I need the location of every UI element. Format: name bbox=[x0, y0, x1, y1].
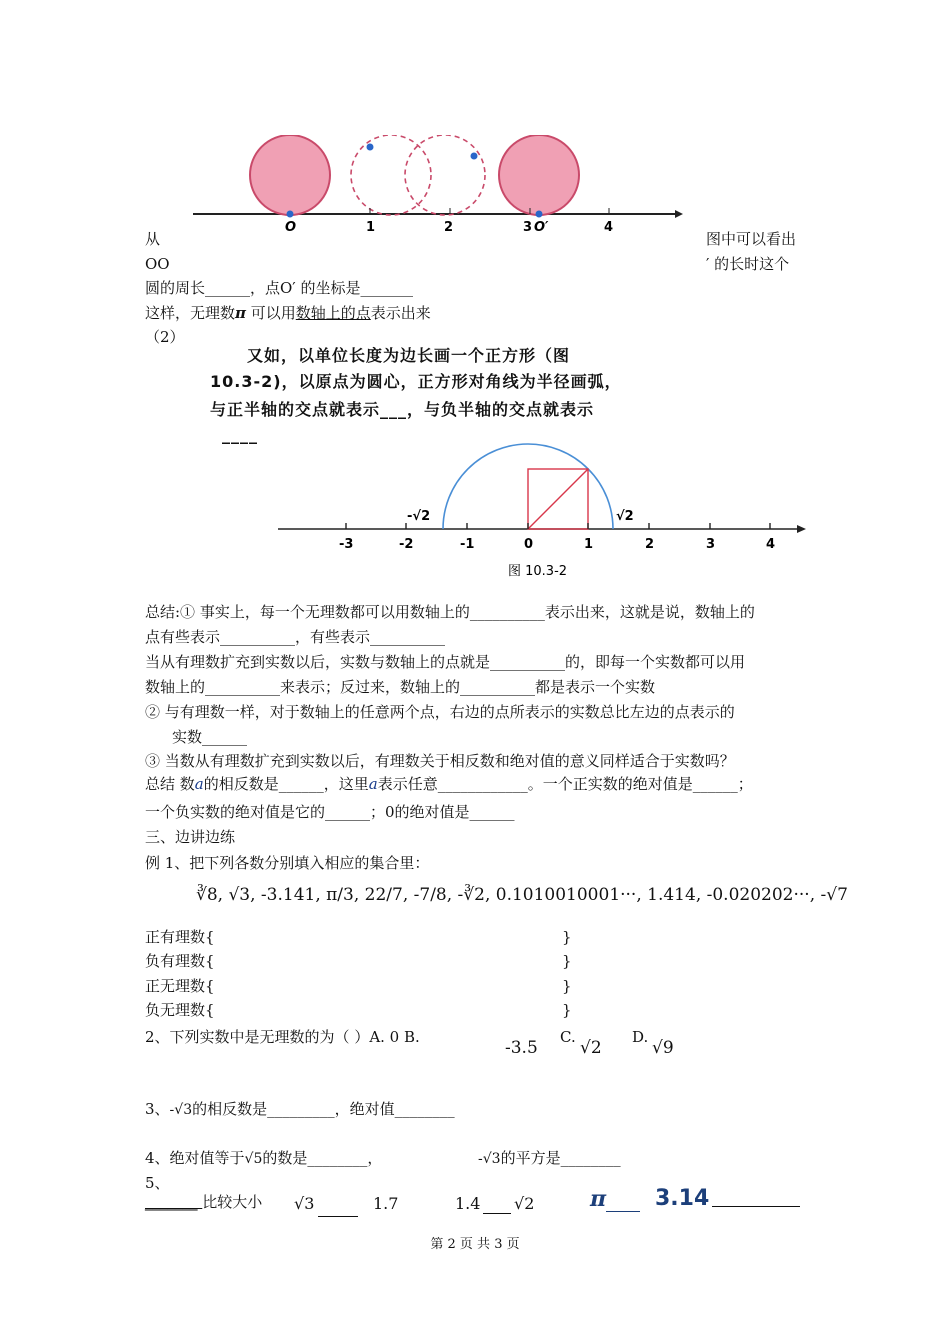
figure1-tick-label: O′ bbox=[534, 220, 549, 235]
sqrt2-number-line-figure bbox=[270, 438, 815, 588]
question2-option-d: √9 bbox=[652, 1038, 674, 1058]
page-footer: 第 2 页 共 3 页 bbox=[430, 1237, 520, 1252]
summary-p5: ② 与有理数一样，对于数轴上的任意两个点，右边的点所表示的实数总比左边的点表示的 bbox=[145, 703, 735, 721]
figure1-dashed-circle-1 bbox=[351, 135, 431, 215]
question2-option-b: -3.5 bbox=[505, 1038, 538, 1058]
example1-prompt: 例 1、把下列各数分别填入相应的集合里： bbox=[145, 854, 430, 872]
question3: 3、-√3的相反数是_________，绝对值________ bbox=[145, 1100, 455, 1118]
figure2-tick-label: -1 bbox=[460, 537, 475, 552]
question2-option-c-label: C. bbox=[560, 1028, 576, 1046]
s1-line1-left: 从 bbox=[145, 230, 161, 248]
set-close: } bbox=[562, 952, 572, 970]
summary-p8: 总结 数a的相反数是______，这里a表示任意____________。一个正实数的绝对值是______； bbox=[145, 775, 753, 793]
fig2-text-line1: 又如，以单位长度为边长画一个正方形（图 bbox=[247, 346, 571, 365]
figure2-arrow bbox=[797, 525, 806, 533]
rolling-circle-figure bbox=[185, 135, 685, 235]
question5-pi: π bbox=[590, 1186, 607, 1212]
figure1-tick-label: 3 bbox=[523, 220, 533, 235]
section3-heading: 三、边讲边练 bbox=[145, 828, 236, 846]
s1-line2-left: OO bbox=[145, 255, 170, 273]
question4: 4、绝对值等于√5的数是________， bbox=[145, 1149, 383, 1167]
question5-sqrt2: √2 bbox=[514, 1194, 535, 1213]
figure1-tick-label: 4 bbox=[604, 220, 614, 235]
question2-option-c: √2 bbox=[580, 1038, 602, 1058]
figure1-point-origin bbox=[287, 211, 294, 218]
figure2-caption: 图 10.3-2 bbox=[508, 564, 568, 579]
figure1-arrow bbox=[675, 210, 683, 218]
set-close: } bbox=[562, 928, 572, 946]
summary-p3: 当从有理数扩充到实数以后，实数与数轴上的点就是__________的，即每一个实数都可以用 bbox=[145, 653, 746, 671]
figure2-tick-label: 4 bbox=[766, 537, 776, 552]
figure1-circle-left bbox=[250, 135, 330, 215]
question5-314: 3.14 bbox=[655, 1186, 710, 1211]
figure2-tick-label: 0 bbox=[524, 537, 534, 552]
figure2-tick-label: -3 bbox=[339, 537, 354, 552]
fig2-text-line2: 10.3-2)，以原点为圆心，正方形对角线为半径画弧， bbox=[210, 372, 622, 391]
figure2-pos-sqrt2-label: √2 bbox=[616, 509, 634, 524]
question5: 5、 bbox=[145, 1174, 170, 1192]
figure2-tick-label: 2 bbox=[645, 537, 655, 552]
set-label: 负有理数{ bbox=[145, 952, 215, 970]
figure1-point-end bbox=[536, 211, 543, 218]
figure2-tick-label: -2 bbox=[399, 537, 414, 552]
figure1-circle-right bbox=[499, 135, 579, 215]
example1-numbers: ∛8, √3, -3.141, π/3, 22/7, -7/8, -∛2, 0.1010010001···, 1.414, -0.020202···, -√7 bbox=[196, 885, 848, 905]
figure2-tick-label: 1 bbox=[584, 537, 594, 552]
set-label: 正无理数{ bbox=[145, 977, 215, 995]
summary-p4: 数轴上的__________来表示；反过来，数轴上的__________都是表示一个实数 bbox=[145, 678, 656, 696]
figure1-point-top1 bbox=[367, 144, 374, 151]
set-close: } bbox=[562, 977, 572, 995]
s1-line4: 这样，无理数π 可以用数轴上的点表示出来 bbox=[145, 304, 431, 322]
question2-option-d-label: D. bbox=[632, 1028, 649, 1046]
set-label: 正有理数{ bbox=[145, 928, 215, 946]
s1-line2-right: ′ 的长时这个 bbox=[706, 255, 790, 273]
question4-part2: -√3的平方是________ bbox=[478, 1149, 621, 1167]
question5-blank2 bbox=[483, 1213, 511, 1214]
figure2-neg-sqrt2-label: -√2 bbox=[407, 509, 431, 524]
question5-sqrt3: √3 bbox=[294, 1194, 315, 1213]
question5-blank1 bbox=[318, 1216, 358, 1217]
question5-value-17: 1.7 bbox=[373, 1194, 399, 1213]
figure2-tick-label: 3 bbox=[706, 537, 716, 552]
question5-blank4 bbox=[712, 1206, 800, 1207]
summary-p1: 总结:① 事实上，每一个无理数都可以用数轴上的__________表示出来，这就是说，数轴上的 bbox=[145, 603, 755, 621]
summary-p6: 实数______ bbox=[172, 728, 248, 746]
s2-label: （2） bbox=[145, 328, 185, 346]
figure1-tick-label: 1 bbox=[366, 220, 376, 235]
summary-p7: ③ 当数从有理数扩充到实数以后，有理数关于相反数和绝对值的意义同样适合于实数吗？ bbox=[145, 752, 735, 770]
figure2-diagonal bbox=[528, 469, 588, 529]
figure1-tick-label: O bbox=[285, 220, 297, 235]
question5-row: _______ 比较大小 bbox=[145, 1193, 263, 1211]
question5-blank3 bbox=[606, 1211, 640, 1212]
figure1-point-top2 bbox=[471, 153, 478, 160]
summary-p9: 一个负实数的绝对值是它的______；0的绝对值是______ bbox=[145, 803, 515, 821]
figure1-dashed-circle-2 bbox=[405, 135, 485, 215]
s1-line3: 圆的周长______，点O′ 的坐标是_______ bbox=[145, 279, 413, 297]
set-close: } bbox=[562, 1001, 572, 1019]
fig2-text-line3: 与正半轴的交点就表示___，与负半轴的交点就表示 bbox=[210, 400, 595, 419]
fig2-text-line4: ____ bbox=[222, 425, 258, 444]
set-label: 负无理数{ bbox=[145, 1001, 215, 1019]
s1-line1-right: 图中可以看出 bbox=[706, 230, 797, 248]
question5-value-14: 1.4 bbox=[455, 1194, 481, 1213]
summary-p2: 点有些表示__________，有些表示__________ bbox=[145, 628, 446, 646]
question2: 2、下列实数中是无理数的为（ ）A. 0 B. bbox=[145, 1028, 420, 1046]
figure1-tick-label: 2 bbox=[444, 220, 454, 235]
